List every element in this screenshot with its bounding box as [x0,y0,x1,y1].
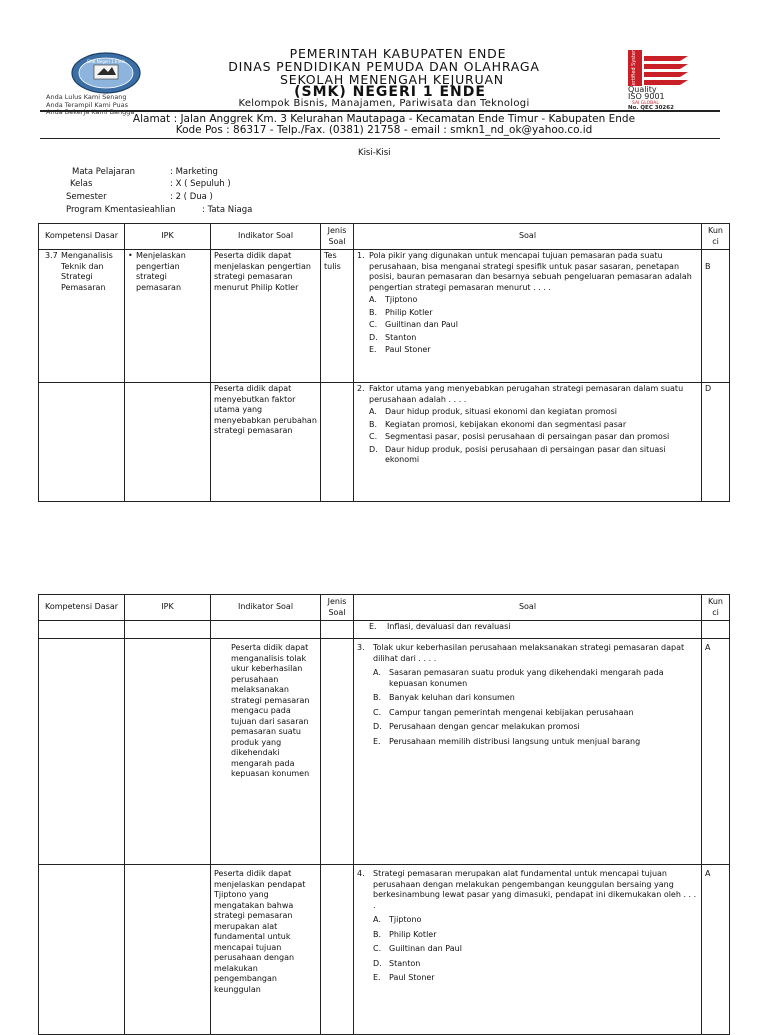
meta-label-semester: Semester [66,192,107,202]
soal-cell [354,865,702,1035]
col-header-indikator: Indikator Soal [211,224,321,250]
option-letter: E. [373,736,381,746]
kunci-cell [702,621,730,639]
option-letter: D. [369,332,378,342]
option-text: Daur hidup produk, posisi perusahaan di persaingan pasar dan situasi ekonomi [385,444,666,464]
table-header-row [39,224,730,250]
option-text: Inflasi, devaluasi dan revaluasi [387,622,511,631]
option-letter: A. [373,915,381,924]
option [369,622,698,633]
indikator-cell [211,621,321,639]
document-title: Kisi-Kisi [358,148,391,158]
table-row [39,639,730,865]
option-letter: A. [373,668,381,677]
option-text: Tjiptono [385,295,418,304]
kunci-cell [702,865,730,1035]
option [369,432,698,443]
option-text: Segmentasi pasar, posisi perusahaan di persaingan pasar dan promosi [385,432,670,441]
kisi-table-1 [38,223,730,502]
question-text: Strategi pemasaran merupakan alat fundamental untuk mencapai tujuan perusahaan dengan melakukan pengembangan keunggulan bersaing yang berkesinambung lewat pasar yang dimasuki, pendapat ini dikemukakan oleh . . . . [373,869,697,910]
col-header-soal: Soal [354,595,702,621]
kd-cell [39,383,125,502]
meta-value-semester: : 2 ( Dua ) [170,192,213,202]
option-text: Stanton [389,958,421,968]
jenis-cell [321,639,354,865]
option [373,973,698,984]
address-line-2: Kode Pos : 86317 - Telp./Fax. (0381) 21758 - email : smkn1_nd_ok@yahoo.co.id [175,124,593,136]
option-text: Kegiatan promosi, kebijakan ekonomi dan segmentasi pasar [385,419,627,429]
meta-label-mapel: Mata Pelajaran [72,167,136,177]
option-text: Daur hidup produk, situasi ekonomi dan kegiatan promosi [385,407,617,416]
svg-text:SAI GLOBAL: SAI GLOBAL [632,101,659,106]
soal-cell [354,383,702,502]
option [369,295,698,306]
kd-cell [39,865,125,1035]
col-header-ipk: IPK [125,224,211,250]
indikator-text: Peserta didik dapat menjelaskan pendapat Tjiptono yang mengatakan bahwa strategi pemasaran merupakan alat fundamental untuk mencapai tujuan perusahaan dengan melakukan pengembangan keunggulan [214,869,306,994]
jenis-cell [321,383,354,502]
col-header-jenis: Jenis Soal [321,595,354,621]
kd-cell [39,639,125,865]
option [373,708,698,719]
kunci-cell: D [702,383,730,502]
indikator-cell: Peserta didik dapat menjelaskan pengertian strategi pemasaran menurut Philip Kotler [211,250,321,383]
table-row [39,621,730,639]
option-letter: D. [373,958,382,968]
option [373,693,698,704]
option [369,420,698,431]
option [369,407,698,418]
option-letter: B. [369,307,378,317]
kd-cell [39,250,125,383]
meta-label-kelas: Kelas [70,179,93,189]
indikator-cell: Peserta didik dapat menyebutkan faktor utama yang menyebabkan perubahan strategi pemasaran [211,383,321,502]
option-letter: A. [369,407,377,416]
soal-cell [354,250,702,383]
table-row [39,383,730,502]
col-header-kunci: Kun ci [702,224,730,250]
kisi-table-2 [38,594,730,1035]
meta-value-kelas: : X ( Sepuluh ) [170,179,231,189]
table-header-row [39,595,730,621]
jenis-cell [321,865,354,1035]
meta-value-mapel: : Marketing [170,167,218,177]
option-text: Perusahaan memilih distribusi langsung untuk menjual barang [389,736,641,746]
option-letter: C. [369,320,378,329]
kunci-cell [702,250,730,383]
question-number: 4. [357,869,365,878]
option-text: Campur tangan pemerintah mengenai kebijakan perusahaan [389,707,634,717]
option [373,944,698,955]
kd-cell [39,621,125,639]
option-letter: E. [369,345,377,354]
header-line-3: SEKOLAH MENENGAH KEJURUAN [280,72,504,87]
option [373,930,698,941]
option [373,722,698,733]
option-text: Banyak keluhan dari konsumen [389,693,515,702]
option [369,308,698,319]
question-number: 1. [357,251,365,260]
col-header-kd: Kompetensi Dasar [39,224,125,250]
options-list [357,915,698,984]
meta-label-program: Program Kmentasieahlian [66,205,176,215]
option-text: Paul Stoner [385,345,431,354]
options-list [357,668,698,747]
col-header-kd: Kompetensi Dasar [39,595,125,621]
header-divider-bottom [40,138,720,139]
option-letter: C. [373,944,382,953]
option-letter: D. [373,722,382,731]
col-header-soal: Soal [354,224,702,250]
indikator-cell [211,639,321,865]
options-list [357,407,698,466]
option-text: Philip Kotler [389,929,437,939]
address-line-1: Alamat : Jalan Anggrek Km. 3 Kelurahan Mautapaga - Kecamatan Ende Timur - Kabupaten Ende [132,113,636,125]
option-letter: E. [369,622,377,631]
ipk-cell [125,865,211,1035]
option-text: Guiltinan dan Paul [389,944,462,953]
svg-text:Quality: Quality [628,85,657,94]
header-line-1: PEMERINTAH KABUPATEN ENDE [289,46,507,61]
indikator-cell [211,865,321,1035]
question-text: Faktor utama yang menyebabkan perugahan strategi pemasaran dalam suatu perusahaan adalah . . . . [369,384,684,404]
col-header-jenis: Jenis Soal [321,224,354,250]
question-number: 3. [357,643,365,652]
table-row [39,865,730,1035]
question-text: Pola pikir yang digunakan untuk mencapai tujuan pemasaran pada suatu perusahaan, bisa menganai strategi spesifik untuk pasar sasaran, penetapan posisi, bauran pemasaran dan besarnya sebuah pengeluaran pemasaran adalah pengertian strategi pemasaran menurut . . . . [369,251,692,292]
svg-text:ISO 9001: ISO 9001 [628,92,665,101]
option-letter: D. [369,444,378,454]
option [373,668,698,689]
option-text: Philip Kotler [385,307,433,317]
option [369,333,698,344]
option-letter: C. [373,707,382,717]
soal-cell [354,639,702,865]
answer-key: B [705,262,711,271]
ipk-cell [125,639,211,865]
bullet-icon: • [128,251,133,260]
question-number: 2. [357,384,365,393]
table-row [39,250,730,383]
option-letter: B. [369,419,378,429]
option [369,320,698,331]
svg-text:Certified System: Certified System [631,50,637,89]
option [373,737,698,748]
option-letter: C. [369,432,378,441]
col-header-indikator: Indikator Soal [211,595,321,621]
header-line-5: Kelompok Bisnis, Manajamen, Pariwisata dan Teknologi [238,98,530,109]
svg-text:SMK Negeri 1 Ende: SMK Negeri 1 Ende [86,59,126,64]
kd-number: 3.7 [45,251,58,260]
answer-key: A [705,643,711,652]
option-letter: B. [373,929,382,939]
col-header-kunci: Kun ci [702,595,730,621]
option [373,915,698,926]
jenis-cell: Tes tulis [321,250,354,383]
header-line-4: (SMK) NEGERI 1 ENDE [294,84,486,100]
ipk-text: Menjelaskan pengertian strategi pemasaran [136,251,186,292]
option-text: Sasaran pemasaran suatu produk yang dikehendaki mengarah pada kepuasan konumen [389,668,664,688]
ipk-cell [125,383,211,502]
option-text: Guiltinan dan Paul [385,320,458,329]
meta-value-program: : Tata Niaga [202,205,253,215]
svg-text:No. QEC 30262: No. QEC 30262 [628,105,674,110]
motto-line: Anda Bekerja Kami Bangga [46,108,135,116]
option [369,445,698,466]
option-letter: A. [369,295,377,304]
answer-key: A [705,869,711,878]
option-text: Perusahaan dengan gencar melakukan promosi [389,722,580,731]
ipk-cell [125,621,211,639]
motto-line: Anda Lulus Kami Senang [46,93,127,101]
options-list [357,295,698,356]
motto-line: Anda Terampil Kami Puas [46,100,129,109]
header-line-2: DINAS PENDIDIKAN PEMUDA DAN OLAHRAGA [228,59,540,74]
ipk-cell [125,250,211,383]
option-text: Paul Stoner [389,973,435,982]
option [373,959,698,970]
question-text: Tolak ukur keberhasilan perusahaan melaksanakan strategi pemasaran dapat dilihat dari . . . . [373,643,685,663]
option-text: Tjiptono [389,915,422,924]
option [369,345,698,356]
col-header-ipk: IPK [125,595,211,621]
option-text: Stanton [385,332,417,342]
option-letter: B. [373,693,382,702]
header-divider [40,110,720,112]
indikator-text: Peserta didik dapat menganalisis tolak ukur keberhasilan perusahaan melaksanakan strategi pemasaran mengacu pada tujuan dari sasaran pemasaran suatu produk yang dikehendaki mengarah pada kepuasan konumen [231,643,310,778]
option-letter: E. [373,973,381,982]
jenis-cell [321,621,354,639]
kunci-cell [702,639,730,865]
iso-cert-logo [628,50,724,110]
soal-cell [354,621,702,639]
kd-text: Menganalisis Teknik dan Strategi Pemasaran [61,251,113,292]
